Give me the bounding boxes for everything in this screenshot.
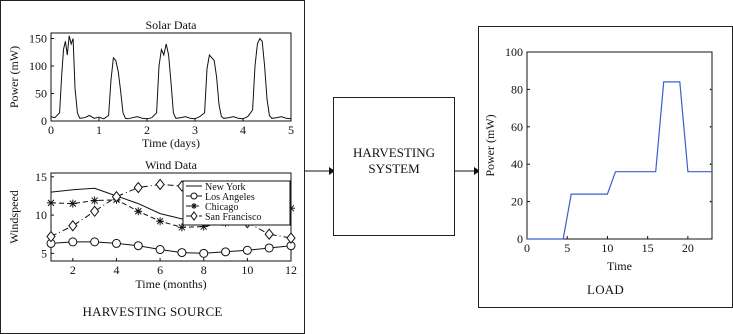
- data-point-circle: [243, 246, 251, 254]
- x-tick-label: 4: [113, 263, 120, 277]
- data-point-star: [47, 199, 55, 207]
- data-point-diamond: [265, 229, 273, 239]
- x-tick-label: 3: [192, 123, 198, 137]
- series-line-0: [527, 82, 712, 239]
- y-tick-label: 50: [35, 86, 47, 101]
- chart-title: Solar Data: [145, 18, 197, 32]
- solar-chart: [1, 1, 304, 151]
- x-tick-label: 2: [69, 263, 76, 277]
- data-point-diamond: [91, 206, 99, 216]
- data-point-circle: [200, 249, 208, 257]
- data-point-circle: [69, 238, 77, 246]
- data-point-diamond: [156, 179, 164, 189]
- arrow-system-to-load: [455, 165, 480, 177]
- x-tick-label: 4: [240, 123, 246, 137]
- data-point-star: [69, 200, 77, 208]
- y-tick-label: 60: [511, 119, 523, 134]
- data-point-circle: [112, 239, 120, 247]
- y-tick-label: 15: [35, 169, 47, 184]
- data-point-star: [156, 217, 164, 225]
- load-caption: LOAD: [587, 282, 624, 297]
- data-point-circle: [134, 242, 142, 250]
- y-tick-label: 100: [505, 45, 523, 59]
- system-label-line2: SYSTEM: [368, 161, 420, 176]
- x-tick-label: 0: [524, 241, 530, 255]
- y-tick-label: 80: [511, 82, 523, 97]
- y-axis-label: Power (mW): [7, 45, 21, 109]
- x-axis-label: Time (days): [142, 136, 200, 150]
- x-tick-label: 15: [641, 241, 654, 255]
- harvesting-system-label: [334, 145, 454, 177]
- load-panel: [478, 26, 733, 308]
- harvesting-source-panel: [0, 0, 305, 334]
- right-axis-dot: [710, 163, 712, 165]
- right-axis-dot: [710, 89, 712, 91]
- legend-marker-circle: [191, 193, 197, 199]
- data-point-star: [91, 197, 99, 205]
- right-axis-dot: [710, 201, 712, 203]
- load-chart: [479, 27, 732, 277]
- x-tick-label: 20: [681, 241, 694, 255]
- series-line-0: [51, 36, 291, 119]
- x-axis-label: Time: [607, 259, 632, 273]
- y-axis-label: Power (mW): [483, 114, 497, 177]
- x-tick-label: 0: [48, 123, 54, 137]
- data-point-circle: [156, 246, 164, 254]
- chart-title: Wind Data: [145, 158, 197, 172]
- harvesting-system-box: [333, 97, 455, 236]
- y-tick-label: 40: [511, 157, 523, 172]
- data-point-diamond: [69, 221, 77, 231]
- data-point-circle: [265, 244, 273, 252]
- data-point-circle: [178, 249, 186, 257]
- legend-label: Chicago: [205, 202, 239, 213]
- y-tick-label: 20: [511, 194, 523, 209]
- y-tick-label: 0: [517, 232, 523, 246]
- x-tick-label: 10: [601, 241, 614, 255]
- arrow-source-to-system: [305, 165, 335, 177]
- plot-frame: [527, 52, 712, 239]
- x-tick-label: 10: [241, 263, 254, 277]
- x-tick-label: 5: [288, 123, 294, 137]
- legend-label: Los Angeles: [205, 192, 255, 203]
- legend-label: New York: [205, 182, 246, 193]
- x-tick-label: 8: [200, 263, 207, 277]
- x-tick-label: 1: [96, 123, 102, 137]
- right-axis-dot: [710, 126, 712, 128]
- y-tick-label: 10: [35, 208, 47, 223]
- system-label-line1: HARVESTING: [352, 145, 435, 160]
- data-point-diamond: [134, 183, 142, 193]
- wind-chart: [1, 151, 304, 301]
- y-axis-label: Windspeed: [7, 190, 21, 244]
- y-tick-label: 5: [41, 246, 47, 261]
- legend-label: San Francisco: [205, 212, 262, 223]
- x-tick-label: 2: [144, 123, 150, 137]
- x-tick-label: 12: [285, 263, 297, 277]
- data-point-star: [134, 207, 142, 215]
- y-tick-label: 100: [29, 59, 47, 73]
- x-tick-label: 5: [564, 241, 571, 255]
- x-axis-label: Time (months): [135, 277, 207, 291]
- x-tick-label: 6: [157, 263, 164, 277]
- y-tick-label: 0: [41, 114, 47, 128]
- series-line-1: [51, 242, 291, 253]
- y-tick-label: 150: [29, 31, 47, 46]
- harvesting-source-caption: HARVESTING SOURCE: [82, 304, 223, 319]
- data-point-circle: [222, 248, 230, 256]
- data-point-diamond: [287, 233, 295, 243]
- data-point-circle: [91, 238, 99, 246]
